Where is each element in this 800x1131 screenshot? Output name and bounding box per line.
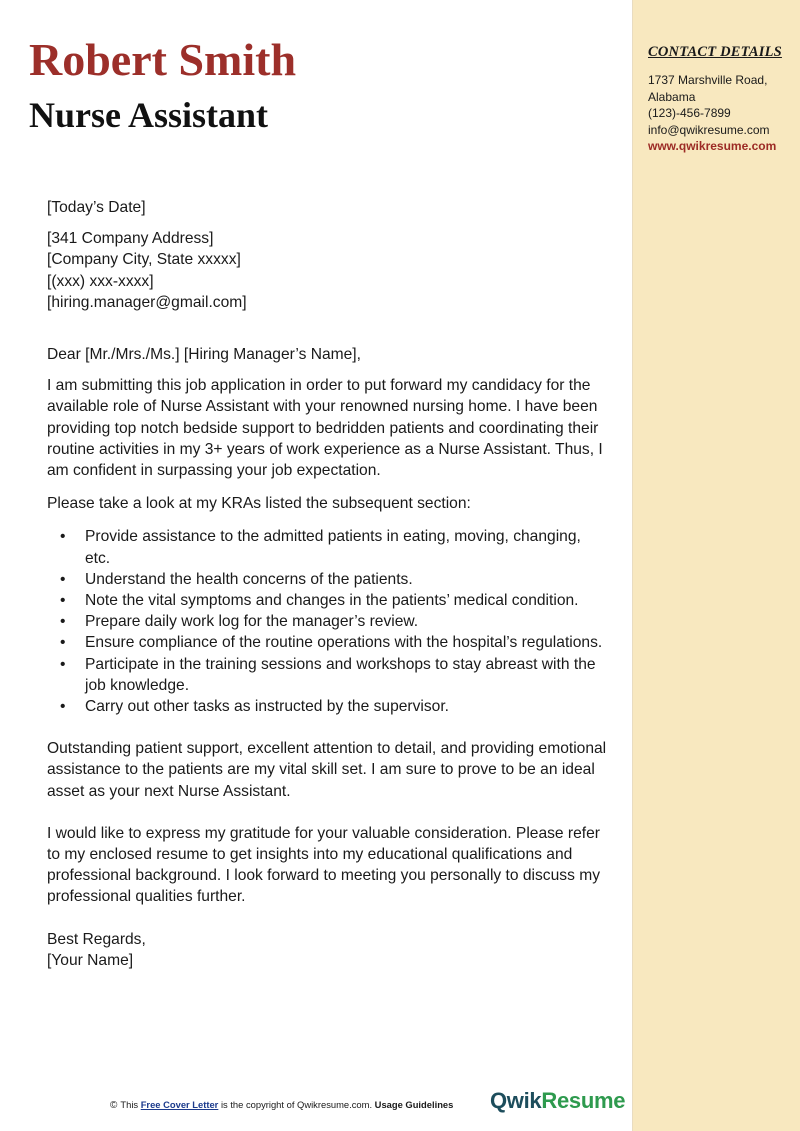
copyright-icon: © <box>110 1100 118 1111</box>
contact-email: info@qwikresume.com <box>648 122 770 137</box>
contact-website[interactable]: www.qwikresume.com <box>648 139 777 154</box>
contact-phone: (123)-456-7899 <box>648 106 731 121</box>
letter-body <box>47 197 607 971</box>
footer-middle: is the copyright of Qwikresume.com. <box>220 1099 373 1110</box>
signature: [Your Name] <box>47 951 134 969</box>
recipient-line: [hiring.manager@gmail.com] <box>47 293 247 311</box>
logo-part1: Qwik <box>490 1088 542 1113</box>
contact-sidebar <box>632 0 800 1131</box>
usage-guidelines-link[interactable]: Usage Guidelines <box>374 1099 454 1110</box>
list-item: • Note the vital symptoms and changes in the patients’ medical condition. <box>85 590 607 611</box>
list-item: • Ensure compliance of the routine operations with the hospital’s regulations. <box>85 632 607 653</box>
qwikresume-logo <box>490 1088 625 1114</box>
recipient-block <box>47 228 607 313</box>
salutation: Dear [Mr./Mrs./Ms.] [Hiring Manager’s Name], <box>47 346 361 364</box>
list-item: • Provide assistance to the admitted patients in eating, moving, changing, etc. <box>85 526 607 568</box>
contact-heading: CONTACT DETAILS <box>648 44 782 60</box>
list-item: • Prepare daily work log for the manager’s review. <box>85 611 607 632</box>
contact-address-line1: 1737 Marshville Road, <box>648 73 768 87</box>
recipient-line: [(xxx) xxx-xxxx] <box>47 272 154 290</box>
logo-part2: Resume <box>541 1088 626 1113</box>
job-title: Nurse Assistant <box>29 95 269 135</box>
list-item: • Participate in the training sessions and workshops to stay abreast with the job knowledge. <box>85 654 607 696</box>
kra-intro: Please take a look at my KRAs listed the subsequent section: <box>47 495 471 513</box>
list-item: • Understand the health concerns of the patients. <box>85 569 607 590</box>
recipient-line: [Company City, State xxxxx] <box>47 251 241 269</box>
recipient-line: [341 Company Address] <box>47 230 214 248</box>
gratitude-paragraph: I would like to express my gratitude for your valuable consideration. Please refer to my enclosed resume to get insights into my educational qualifications and professional background. I look forward to meeting you personally to discuss my professional qualities further. <box>47 824 600 906</box>
copyright-footer <box>110 1099 453 1111</box>
free-cover-letter-link[interactable]: Free Cover Letter <box>140 1099 219 1110</box>
footer-prefix: This <box>120 1099 139 1110</box>
skills-paragraph: Outstanding patient support, excellent attention to detail, and providing emotional assistance to the patients are my vital skill set. I am sure to prove to be an ideal asset as your next Nurse Assistant. <box>47 740 607 800</box>
list-item: • Carry out other tasks as instructed by the supervisor. <box>85 696 607 717</box>
closing: Best Regards, <box>47 930 146 948</box>
applicant-name: Robert Smith <box>29 34 297 85</box>
contact-details <box>648 72 776 155</box>
intro-paragraph: I am submitting this job application in order to put forward my candidacy for the available role of Nurse Assistant with your renowned nursing home. I have been providing top notch bedside support to bedridden patients and coordinating their routine activities in my 3+ years of work experience as a Nurse Assistant. Thus, I am confident in surpassing your job expectation. <box>47 377 603 480</box>
kra-list <box>47 526 607 717</box>
contact-address-line2: Alabama <box>648 89 696 104</box>
letter-date: [Today’s Date] <box>47 199 146 216</box>
